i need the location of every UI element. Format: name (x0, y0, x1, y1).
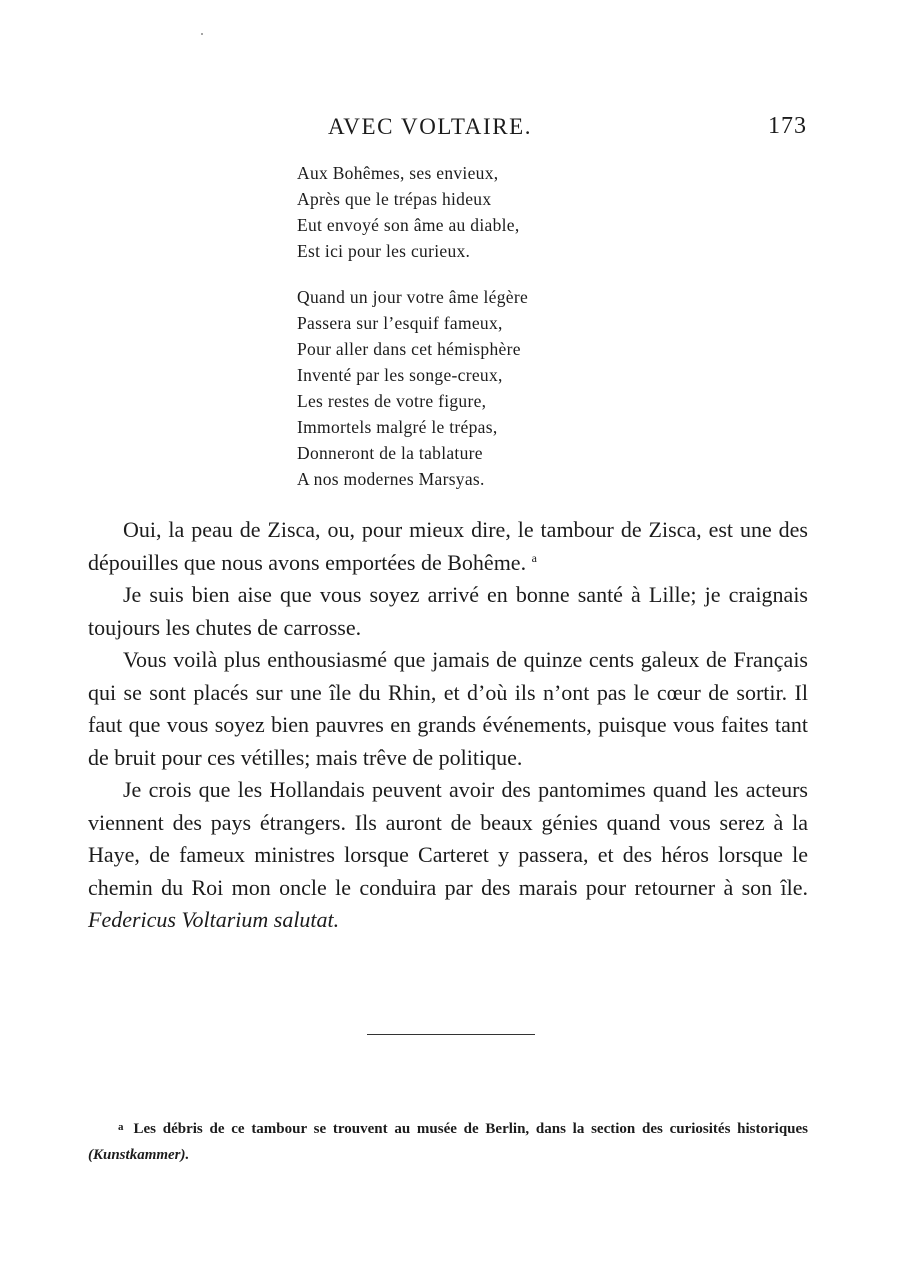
footnote-reference[interactable]: a (531, 550, 537, 565)
verse-line: Après que le trépas hideux (297, 189, 492, 209)
paragraph-text: Vous voilà plus enthousiasmé que jamais de quinze cents galeux de Français qui se sont placés sur une île du Rhin, et d’où ils n’ont pas le cœur de sortir. Il faut que vous soyez bien pauvres en grands événements, puisque vous faites tant de bruit pour ces vétilles; mais trêve de politique. (88, 647, 808, 770)
page-number: 173 (768, 113, 807, 139)
footnote-marker: a (118, 1121, 124, 1133)
latin-signoff: Federicus Voltarium salutat. (88, 907, 340, 932)
verse-line: Quand un jour votre âme légère (297, 287, 529, 307)
paragraph-text: Je suis bien aise que vous soyez arrivé en bonne santé à Lille; je craignais toujours les chutes de carrosse. (88, 582, 808, 640)
paragraph (88, 514, 808, 579)
verse-line: Eut envoyé son âme au diable, (297, 215, 520, 235)
running-title: AVEC VOLTAIRE. (328, 114, 533, 139)
verse-line: Immortels malgré le trépas, (297, 417, 498, 437)
verse-stanza-2 (297, 284, 528, 492)
paragraph-text: Je crois que les Hollandais peuvent avoir des pantomimes quand les acteurs viennent des pays étrangers. Ils auront de beaux génies quand vous serez à la Haye, de fameux ministres lorsque Carteret y passera, et des héros lorsque le chemin du Roi mon oncle le conduira par des marais pour retourner à son île. (88, 777, 808, 900)
paragraph (88, 774, 808, 937)
verse-line: Est ici pour les curieux. (297, 241, 471, 261)
verse-line: Passera sur l’esquif fameux, (297, 313, 503, 333)
verse-line: Aux Bohêmes, ses envieux, (297, 163, 499, 183)
verse-line: Les restes de votre figure, (297, 391, 487, 411)
verse-line: Inventé par les songe-creux, (297, 365, 503, 385)
verse-line: A nos modernes Marsyas. (297, 469, 485, 489)
verse-stanza-1 (297, 160, 520, 264)
paper-speck (201, 33, 203, 35)
paragraph-text: Oui, la peau de Zisca, ou, pour mieux dire, le tambour de Zisca, est une des dépouilles que nous avons emportées de Bohême. (88, 517, 808, 575)
paragraph (88, 644, 808, 774)
footnote-italic: (Kunstkammer). (88, 1147, 190, 1163)
letter-body (88, 514, 808, 937)
verse-line: Pour aller dans cet hémisphère (297, 339, 521, 359)
footnote (88, 1114, 808, 1168)
paragraph (88, 579, 808, 644)
footnote-text: Les débris de ce tambour se trouvent au musée de Berlin, dans la section des curiosités historiques (133, 1121, 808, 1137)
section-divider (367, 1034, 535, 1035)
verse-line: Donneront de la tablature (297, 443, 483, 463)
